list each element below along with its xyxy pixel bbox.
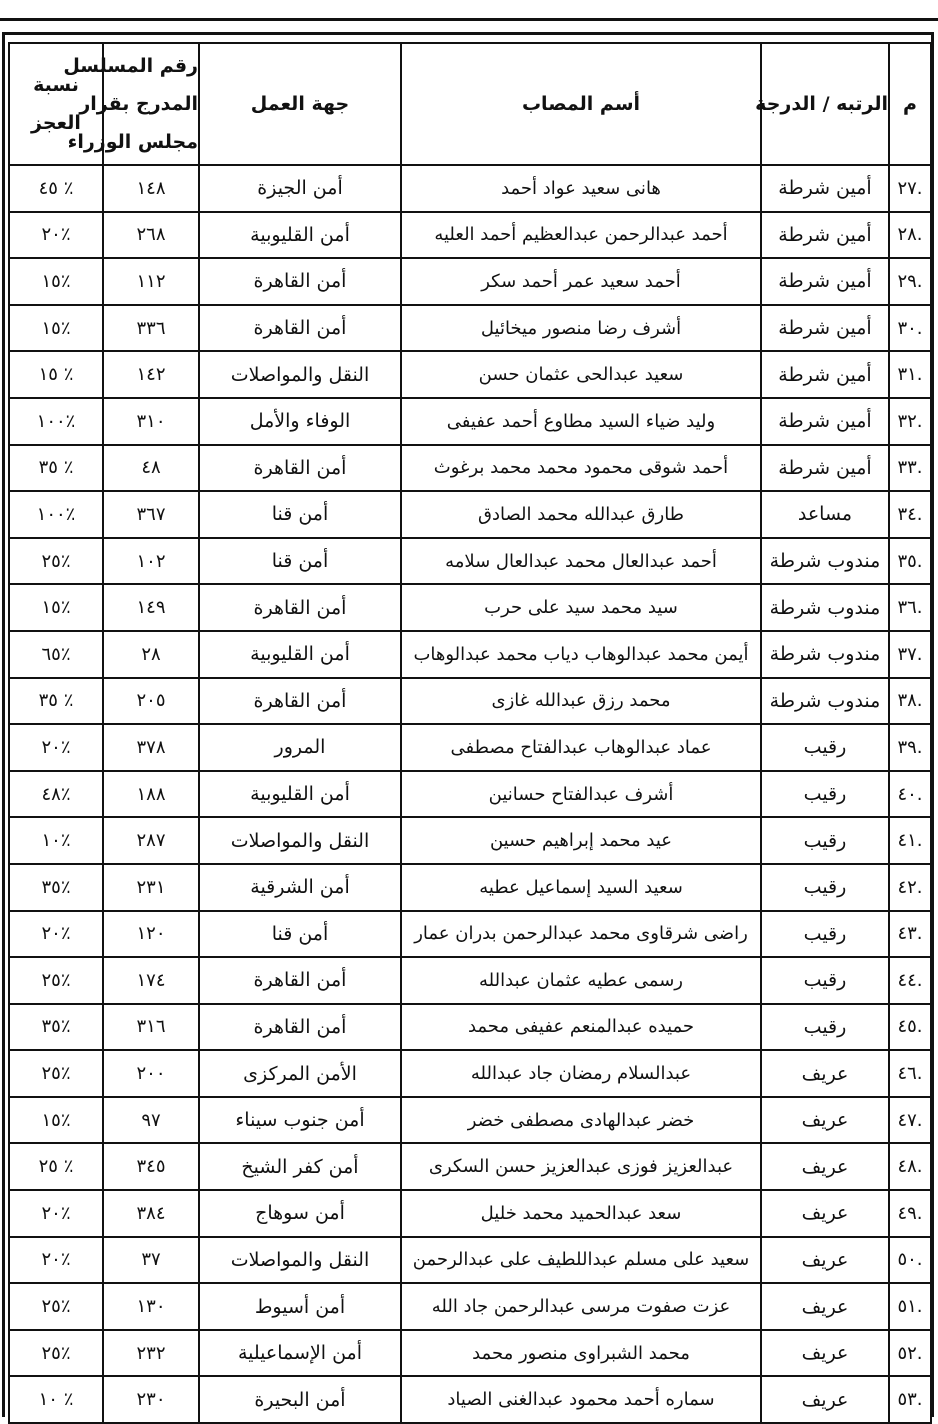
- cell-rank: رقيب: [761, 724, 889, 771]
- cell-pct: ٪١٥: [9, 1097, 103, 1144]
- cell-serial: ٢٣١: [103, 864, 199, 911]
- cell-num: .٤٩: [889, 1190, 931, 1237]
- cell-name: عيد محمد إبراهيم حسين: [401, 817, 761, 864]
- cell-rank: رقيب: [761, 864, 889, 911]
- cell-pct: ٪١٥: [9, 305, 103, 352]
- cell-work: أمن القاهرة: [199, 305, 401, 352]
- cell-serial: ٣٣٦: [103, 305, 199, 352]
- cell-name: حميده عبدالمنعم عفيفى محمد: [401, 1004, 761, 1051]
- table-row: [9, 398, 931, 445]
- cell-num: .٣٧: [889, 631, 931, 678]
- cell-name: عماد عبدالوهاب عبدالفتاح مصطفى: [401, 724, 761, 771]
- cell-work: أمن الجيزة: [199, 165, 401, 212]
- cell-pct: ٪ ٤٥: [9, 165, 103, 212]
- cell-work: أمن الشرقية: [199, 864, 401, 911]
- cell-num: .٥٣: [889, 1376, 931, 1423]
- cell-serial: ٢٨٧: [103, 817, 199, 864]
- cell-serial: ٢٣٠: [103, 1376, 199, 1423]
- cell-pct: ٪١٥: [9, 584, 103, 631]
- cell-work: أمن القاهرة: [199, 258, 401, 305]
- cell-name: هانى سعيد عواد أحمد: [401, 165, 761, 212]
- cell-rank: رقيب: [761, 771, 889, 818]
- cell-serial: ١٠٢: [103, 538, 199, 585]
- header-rank: الرتبه / الدرجة: [761, 43, 889, 165]
- cell-pct: ٪ ٣٥: [9, 445, 103, 492]
- cell-num: .٢٧: [889, 165, 931, 212]
- cell-serial: ١١٢: [103, 258, 199, 305]
- cell-pct: ٪٢٥: [9, 1283, 103, 1330]
- cell-pct: ٪١٠: [9, 817, 103, 864]
- cell-num: .٤٦: [889, 1050, 931, 1097]
- cell-rank: أمين شرطة: [761, 445, 889, 492]
- table-row: [9, 631, 931, 678]
- cell-num: .٢٩: [889, 258, 931, 305]
- cell-rank: عريف: [761, 1237, 889, 1284]
- cell-serial: ٣٧: [103, 1237, 199, 1284]
- cell-serial: ٢٠٥: [103, 678, 199, 725]
- top-rule: [0, 18, 938, 21]
- cell-work: أمن الإسماعيلية: [199, 1330, 401, 1377]
- cell-pct: ٪ ٢٥: [9, 1143, 103, 1190]
- cell-serial: ٢٠٠: [103, 1050, 199, 1097]
- cell-num: .٣٥: [889, 538, 931, 585]
- cell-work: أمن كفر الشيخ: [199, 1143, 401, 1190]
- cell-work: أمن القاهرة: [199, 584, 401, 631]
- cell-num: .٤٨: [889, 1143, 931, 1190]
- cell-rank: مندوب شرطة: [761, 538, 889, 585]
- cell-rank: عريف: [761, 1330, 889, 1377]
- cell-work: النقل والمواصلات: [199, 351, 401, 398]
- header-pct-line: العجز: [31, 112, 81, 134]
- cell-num: .٤٠: [889, 771, 931, 818]
- cell-work: النقل والمواصلات: [199, 817, 401, 864]
- cell-num: .٣٤: [889, 491, 931, 538]
- cell-name: سعيد السيد إسماعيل عطيه: [401, 864, 761, 911]
- cell-num: .٤٣: [889, 911, 931, 958]
- cell-name: أشرف رضا منصور ميخائيل: [401, 305, 761, 352]
- table-row: [9, 165, 931, 212]
- cell-pct: ٪٢٥: [9, 1330, 103, 1377]
- table-row: [9, 1376, 931, 1423]
- cell-serial: ٤٨: [103, 445, 199, 492]
- table-row: [9, 911, 931, 958]
- cell-num: .٣٣: [889, 445, 931, 492]
- cell-pct: ٪٢٥: [9, 538, 103, 585]
- cell-num: .٤٢: [889, 864, 931, 911]
- cell-num: .٤٥: [889, 1004, 931, 1051]
- table-row: [9, 1330, 931, 1377]
- table-row: [9, 491, 931, 538]
- cell-num: .٤٧: [889, 1097, 931, 1144]
- cell-rank: عريف: [761, 1143, 889, 1190]
- cell-rank: رقيب: [761, 1004, 889, 1051]
- cell-name: عبدالسلام رمضان جاد عبدالله: [401, 1050, 761, 1097]
- table-row: [9, 445, 931, 492]
- cell-serial: ٣١٦: [103, 1004, 199, 1051]
- cell-rank: عريف: [761, 1050, 889, 1097]
- cell-rank: مساعد: [761, 491, 889, 538]
- cell-serial: ١٤٩: [103, 584, 199, 631]
- cell-rank: عريف: [761, 1097, 889, 1144]
- cell-work: الوفاء والأمل: [199, 398, 401, 445]
- table-row: [9, 817, 931, 864]
- table-row: [9, 351, 931, 398]
- cell-pct: ٪٢٠: [9, 1237, 103, 1284]
- injured-personnel-table: [8, 42, 932, 1424]
- cell-name: سعيد على مسلم عبداللطيف على عبدالرحمن: [401, 1237, 761, 1284]
- cell-name: أيمن محمد عبدالوهاب دياب محمد عبدالوهاب: [401, 631, 761, 678]
- cell-rank: أمين شرطة: [761, 165, 889, 212]
- cell-rank: أمين شرطة: [761, 305, 889, 352]
- cell-name: سماره أحمد محمود عبدالغنى الصياد: [401, 1376, 761, 1423]
- cell-pct: ٪٢٥: [9, 957, 103, 1004]
- cell-serial: ٣٦٧: [103, 491, 199, 538]
- cell-name: عبدالعزيز فوزى عبدالعزيز حسن السكرى: [401, 1143, 761, 1190]
- cell-work: أمن جنوب سيناء: [199, 1097, 401, 1144]
- cell-rank: عريف: [761, 1283, 889, 1330]
- cell-pct: ٪٣٥: [9, 1004, 103, 1051]
- cell-serial: ١٤٨: [103, 165, 199, 212]
- header-pct-line: نسبة: [33, 74, 79, 96]
- cell-serial: ٢٣٢: [103, 1330, 199, 1377]
- cell-num: .٣٢: [889, 398, 931, 445]
- cell-pct: ٪ ٣٥: [9, 678, 103, 725]
- cell-serial: ١٣٠: [103, 1283, 199, 1330]
- cell-rank: مندوب شرطة: [761, 584, 889, 631]
- cell-name: سعيد عبدالحى عثمان حسن: [401, 351, 761, 398]
- cell-serial: ١٨٨: [103, 771, 199, 818]
- cell-rank: أمين شرطة: [761, 258, 889, 305]
- cell-name: راضى شرقاوى محمد عبدالرحمن بدران عمار: [401, 911, 761, 958]
- cell-num: .٤٤: [889, 957, 931, 1004]
- table-row: [9, 305, 931, 352]
- table-row: [9, 1190, 931, 1237]
- table-row: [9, 258, 931, 305]
- cell-pct: ٪١٠٠: [9, 398, 103, 445]
- header-work: جهة العمل: [199, 43, 401, 165]
- cell-serial: ١٤٢: [103, 351, 199, 398]
- cell-name: سعد عبدالحميد محمد خليل: [401, 1190, 761, 1237]
- cell-num: .٤١: [889, 817, 931, 864]
- header-serial: [63, 43, 199, 165]
- cell-rank: عريف: [761, 1376, 889, 1423]
- table-row: [9, 1143, 931, 1190]
- cell-rank: أمين شرطة: [761, 351, 889, 398]
- table-row: [9, 1097, 931, 1144]
- cell-rank: مندوب شرطة: [761, 678, 889, 725]
- cell-num: .٣٠: [889, 305, 931, 352]
- header-num: م: [889, 43, 931, 165]
- table-row: [9, 957, 931, 1004]
- table-row: [9, 724, 931, 771]
- cell-serial: ٣٨٤: [103, 1190, 199, 1237]
- cell-pct: ٪٢٠: [9, 724, 103, 771]
- cell-work: أمن قنا: [199, 491, 401, 538]
- cell-name: رسمى عطيه عثمان عبدالله: [401, 957, 761, 1004]
- header-serial-line: مجلس الوزراء: [67, 131, 198, 153]
- table-row: [9, 1050, 931, 1097]
- table-row: [9, 1237, 931, 1284]
- cell-name: محمد رزق عبدالله غازى: [401, 678, 761, 725]
- cell-num: .٣٨: [889, 678, 931, 725]
- cell-name: أشرف عبدالفتاح حسانين: [401, 771, 761, 818]
- cell-rank: رقيب: [761, 817, 889, 864]
- cell-rank: عريف: [761, 1190, 889, 1237]
- cell-work: أمن القاهرة: [199, 678, 401, 725]
- cell-num: .٥٢: [889, 1330, 931, 1377]
- cell-pct: ٪٢٠: [9, 212, 103, 259]
- cell-name: سيد محمد سيد على حرب: [401, 584, 761, 631]
- cell-name: طارق عبدالله محمد الصادق: [401, 491, 761, 538]
- cell-pct: ٪١٥: [9, 258, 103, 305]
- cell-num: .٥٠: [889, 1237, 931, 1284]
- table-row: [9, 1283, 931, 1330]
- cell-work: أمن القليوبية: [199, 771, 401, 818]
- cell-work: المرور: [199, 724, 401, 771]
- cell-rank: أمين شرطة: [761, 398, 889, 445]
- cell-num: .٥١: [889, 1283, 931, 1330]
- cell-serial: ١٧٤: [103, 957, 199, 1004]
- table-row: [9, 771, 931, 818]
- cell-work: أمن القليوبية: [199, 212, 401, 259]
- cell-name: وليد ضياء السيد مطاوع أحمد عفيفى: [401, 398, 761, 445]
- cell-pct: ٪٤٨: [9, 771, 103, 818]
- cell-work: أمن قنا: [199, 538, 401, 585]
- cell-serial: ٣٧٨: [103, 724, 199, 771]
- cell-pct: ٪٢٠: [9, 911, 103, 958]
- cell-name: أحمد شوقى محمود محمد محمد برغوث: [401, 445, 761, 492]
- cell-pct: ٪٢٠: [9, 1190, 103, 1237]
- cell-work: الأمن المركزى: [199, 1050, 401, 1097]
- cell-work: أمن القاهرة: [199, 445, 401, 492]
- cell-work: أمن القاهرة: [199, 957, 401, 1004]
- cell-rank: رقيب: [761, 911, 889, 958]
- table-row: [9, 678, 931, 725]
- cell-serial: ٩٧: [103, 1097, 199, 1144]
- header-serial-line: المدرج بقرار: [79, 93, 198, 115]
- cell-name: أحمد عبدالعال محمد عبدالعال سلامه: [401, 538, 761, 585]
- cell-name: أحمد سعيد عمر أحمد سكر: [401, 258, 761, 305]
- table-row: [9, 538, 931, 585]
- cell-name: أحمد عبدالرحمن عبدالعظيم أحمد العليه: [401, 212, 761, 259]
- cell-rank: مندوب شرطة: [761, 631, 889, 678]
- cell-num: .٣١: [889, 351, 931, 398]
- cell-pct: ٪ ١٠: [9, 1376, 103, 1423]
- cell-work: أمن القاهرة: [199, 1004, 401, 1051]
- table-row: [9, 212, 931, 259]
- table-row: [9, 584, 931, 631]
- table-row: [9, 1004, 931, 1051]
- cell-name: محمد الشبراوى منصور محمد: [401, 1330, 761, 1377]
- cell-pct: ٪٢٥: [9, 1050, 103, 1097]
- table-row: [9, 864, 931, 911]
- cell-num: .٣٦: [889, 584, 931, 631]
- header-serial-line: رقم المسلسل: [63, 55, 198, 77]
- table-header-row: [9, 43, 931, 165]
- cell-name: خضر عبدالهادى مصطفى خضر: [401, 1097, 761, 1144]
- cell-name: عزت صفوت مرسى عبدالرحمن جاد الله: [401, 1283, 761, 1330]
- cell-serial: ١٢٠: [103, 911, 199, 958]
- cell-serial: ٣١٠: [103, 398, 199, 445]
- cell-work: أمن قنا: [199, 911, 401, 958]
- cell-pct: ٪٦٥: [9, 631, 103, 678]
- cell-work: أمن البحيرة: [199, 1376, 401, 1423]
- cell-serial: ٣٤٥: [103, 1143, 199, 1190]
- cell-pct: ٪ ١٥: [9, 351, 103, 398]
- cell-work: أمن أسيوط: [199, 1283, 401, 1330]
- cell-serial: ٢٦٨: [103, 212, 199, 259]
- cell-num: .٣٩: [889, 724, 931, 771]
- cell-serial: ٢٨: [103, 631, 199, 678]
- cell-pct: ٪١٠٠: [9, 491, 103, 538]
- cell-pct: ٪٣٥: [9, 864, 103, 911]
- cell-rank: رقيب: [761, 957, 889, 1004]
- cell-work: أمن سوهاج: [199, 1190, 401, 1237]
- cell-work: أمن القليوبية: [199, 631, 401, 678]
- cell-rank: أمين شرطة: [761, 212, 889, 259]
- cell-work: النقل والمواصلات: [199, 1237, 401, 1284]
- cell-num: .٢٨: [889, 212, 931, 259]
- header-name: أسم المصاب: [401, 43, 761, 165]
